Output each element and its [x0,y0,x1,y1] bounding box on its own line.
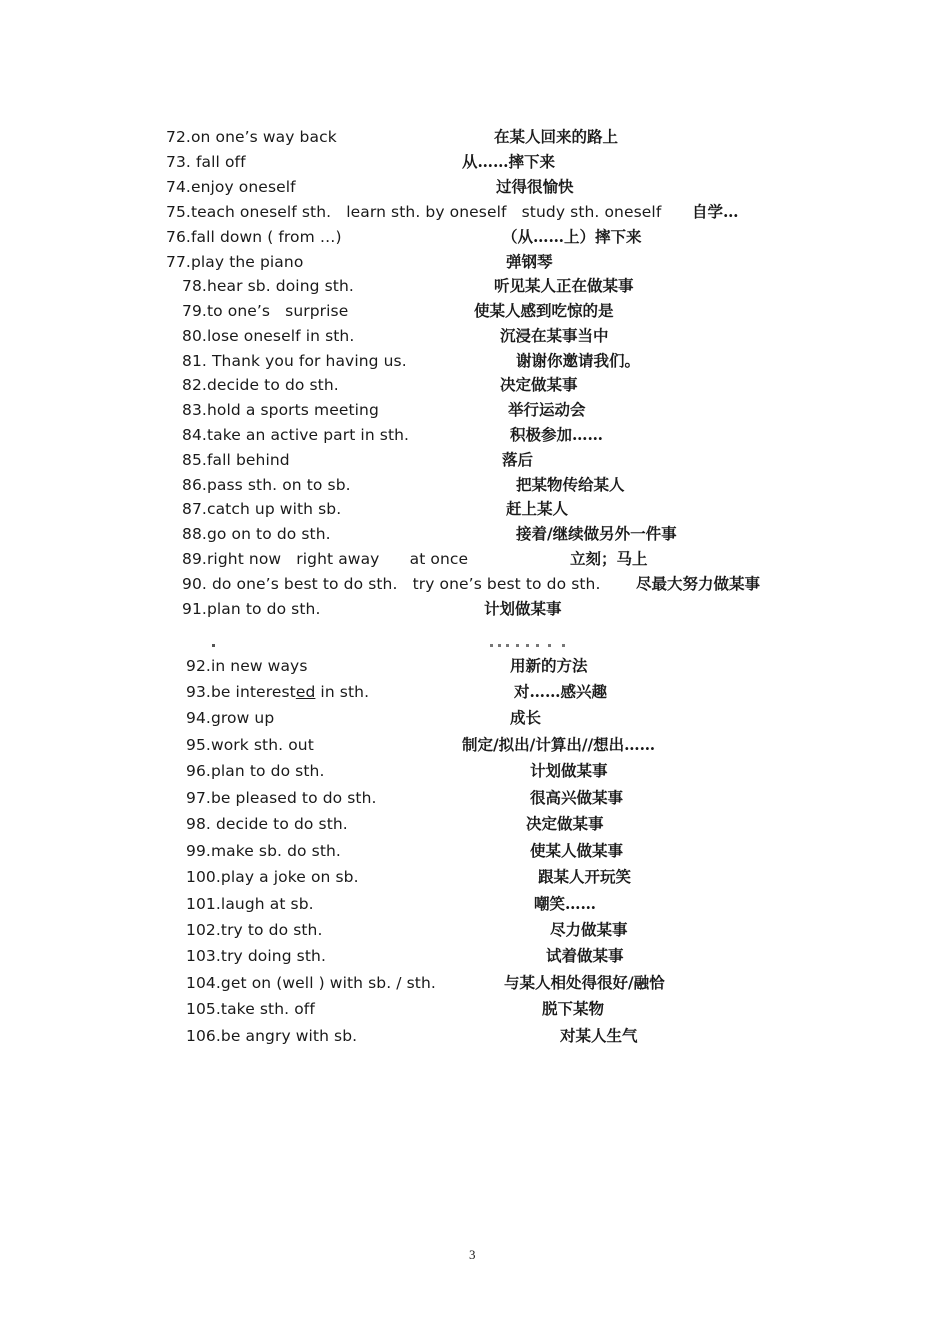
phrase-english: 99.make sb. do sth. [186,842,341,860]
phrase-chinese: 制定/拟出/计算出//想出…… [462,735,656,754]
phrase-english: 91.plan to do sth. [182,600,321,618]
phrase-english: 72.on one’s way back [166,128,337,146]
phrase-chinese: 自学… [692,202,739,221]
phrase-chinese: 很高兴做某事 [530,788,624,807]
phrase-chinese: 尽最大努力做某事 [636,574,761,593]
phrase-chinese: 对……感兴趣 [514,682,608,701]
phrase-english: 74.enjoy oneself [166,178,296,196]
phrase-english: 105.take sth. off [186,1000,315,1018]
phrase-chinese: 计划做某事 [530,761,608,780]
phrase-chinese: 成长 [510,708,542,727]
phrase-chinese: 从……摔下来 [462,152,556,171]
phrase-english: 95.work sth. out [186,736,314,754]
phrase-english: 90. do one’s best to do sth. try one’s best to do sth. [182,575,601,593]
phrase-chinese: 落后 [502,450,534,469]
phrase-chinese: 谢谢你邀请我们。 [516,351,641,370]
phrase-chinese: 使某人感到吃惊的是 [474,301,614,320]
phrase-english: 76.fall down ( from …) [166,228,342,246]
phrase-chinese: 听见某人正在做某事 [494,276,634,295]
phrase-chinese: （从……上）摔下来 [502,227,642,246]
phrase-english: 101.laugh at sb. [186,895,314,913]
phrase-english: 104.get on (well ) with sb. / sth. [186,974,436,992]
phrase-chinese: 试着做某事 [546,946,624,965]
phrase-english: 87.catch up with sb. [182,500,342,518]
phrase-english: 83.hold a sports meeting [182,401,379,419]
phrase-chinese: 接着/继续做另外一件事 [516,524,677,543]
phrase-english: 94.grow up [186,709,275,727]
phrase-english: 89.right now right away at once [182,550,469,568]
phrase-english: 106.be angry with sb. [186,1027,358,1045]
phrase-chinese: 与某人相处得很好/融恰 [504,973,665,992]
phrase-english: 75.teach oneself sth. learn sth. by oneself study sth. oneself [166,203,662,221]
phrase-english: 73. fall off [166,153,246,171]
phrase-english: 102.try to do sth. [186,921,323,939]
page-number: 3 [469,1247,476,1262]
scan-artifact [212,642,572,650]
phrase-english: 100.play a joke on sb. [186,868,359,886]
phrase-chinese: 跟某人开玩笑 [538,867,632,886]
phrase-chinese: 立刻；马上 [570,549,648,568]
phrase-chinese: 过得很愉快 [496,177,574,196]
phrase-chinese: 对某人生气 [560,1026,638,1045]
phrase-english: 97.be pleased to do sth. [186,789,377,807]
phrase-english: 79.to one’s surprise [182,302,349,320]
phrase-english: 85.fall behind [182,451,290,469]
phrase-english: 82.decide to do sth. [182,376,339,394]
phrase-chinese: 把某物传给某人 [516,475,625,494]
phrase-chinese: 赶上某人 [506,499,569,518]
phrase-english: 81. Thank you for having us. [182,352,407,370]
phrase-chinese: 积极参加…… [510,425,604,444]
phrase-english: 96.plan to do sth. [186,762,325,780]
phrase-chinese: 计划做某事 [484,599,562,618]
phrase-chinese: 嘲笑…… [534,894,597,913]
phrase-english: 84.take an active part in sth. [182,426,410,444]
phrase-english: 86.pass sth. on to sb. [182,476,351,494]
phrase-chinese: 尽力做某事 [550,920,628,939]
phrase-english: 93.be interested in sth. [186,683,370,701]
phrase-chinese: 决定做某事 [500,375,578,394]
phrase-chinese: 决定做某事 [526,814,604,833]
phrase-english: 98. decide to do sth. [186,815,348,833]
phrase-english: 80.lose oneself in sth. [182,327,355,345]
phrase-chinese: 在某人回来的路上 [494,127,619,146]
phrase-english: 88.go on to do sth. [182,525,331,543]
phrase-chinese: 举行运动会 [508,400,586,419]
phrase-english: 103.try doing sth. [186,947,326,965]
phrase-chinese: 使某人做某事 [530,841,624,860]
phrase-chinese: 沉浸在某事当中 [500,326,609,345]
phrase-chinese: 脱下某物 [542,999,605,1018]
phrase-chinese: 弹钢琴 [506,252,553,271]
phrase-english: 78.hear sb. doing sth. [182,277,354,295]
phrase-chinese: 用新的方法 [510,656,588,675]
phrase-english: 77.play the piano [166,253,304,271]
phrase-english: 92.in new ways [186,657,308,675]
